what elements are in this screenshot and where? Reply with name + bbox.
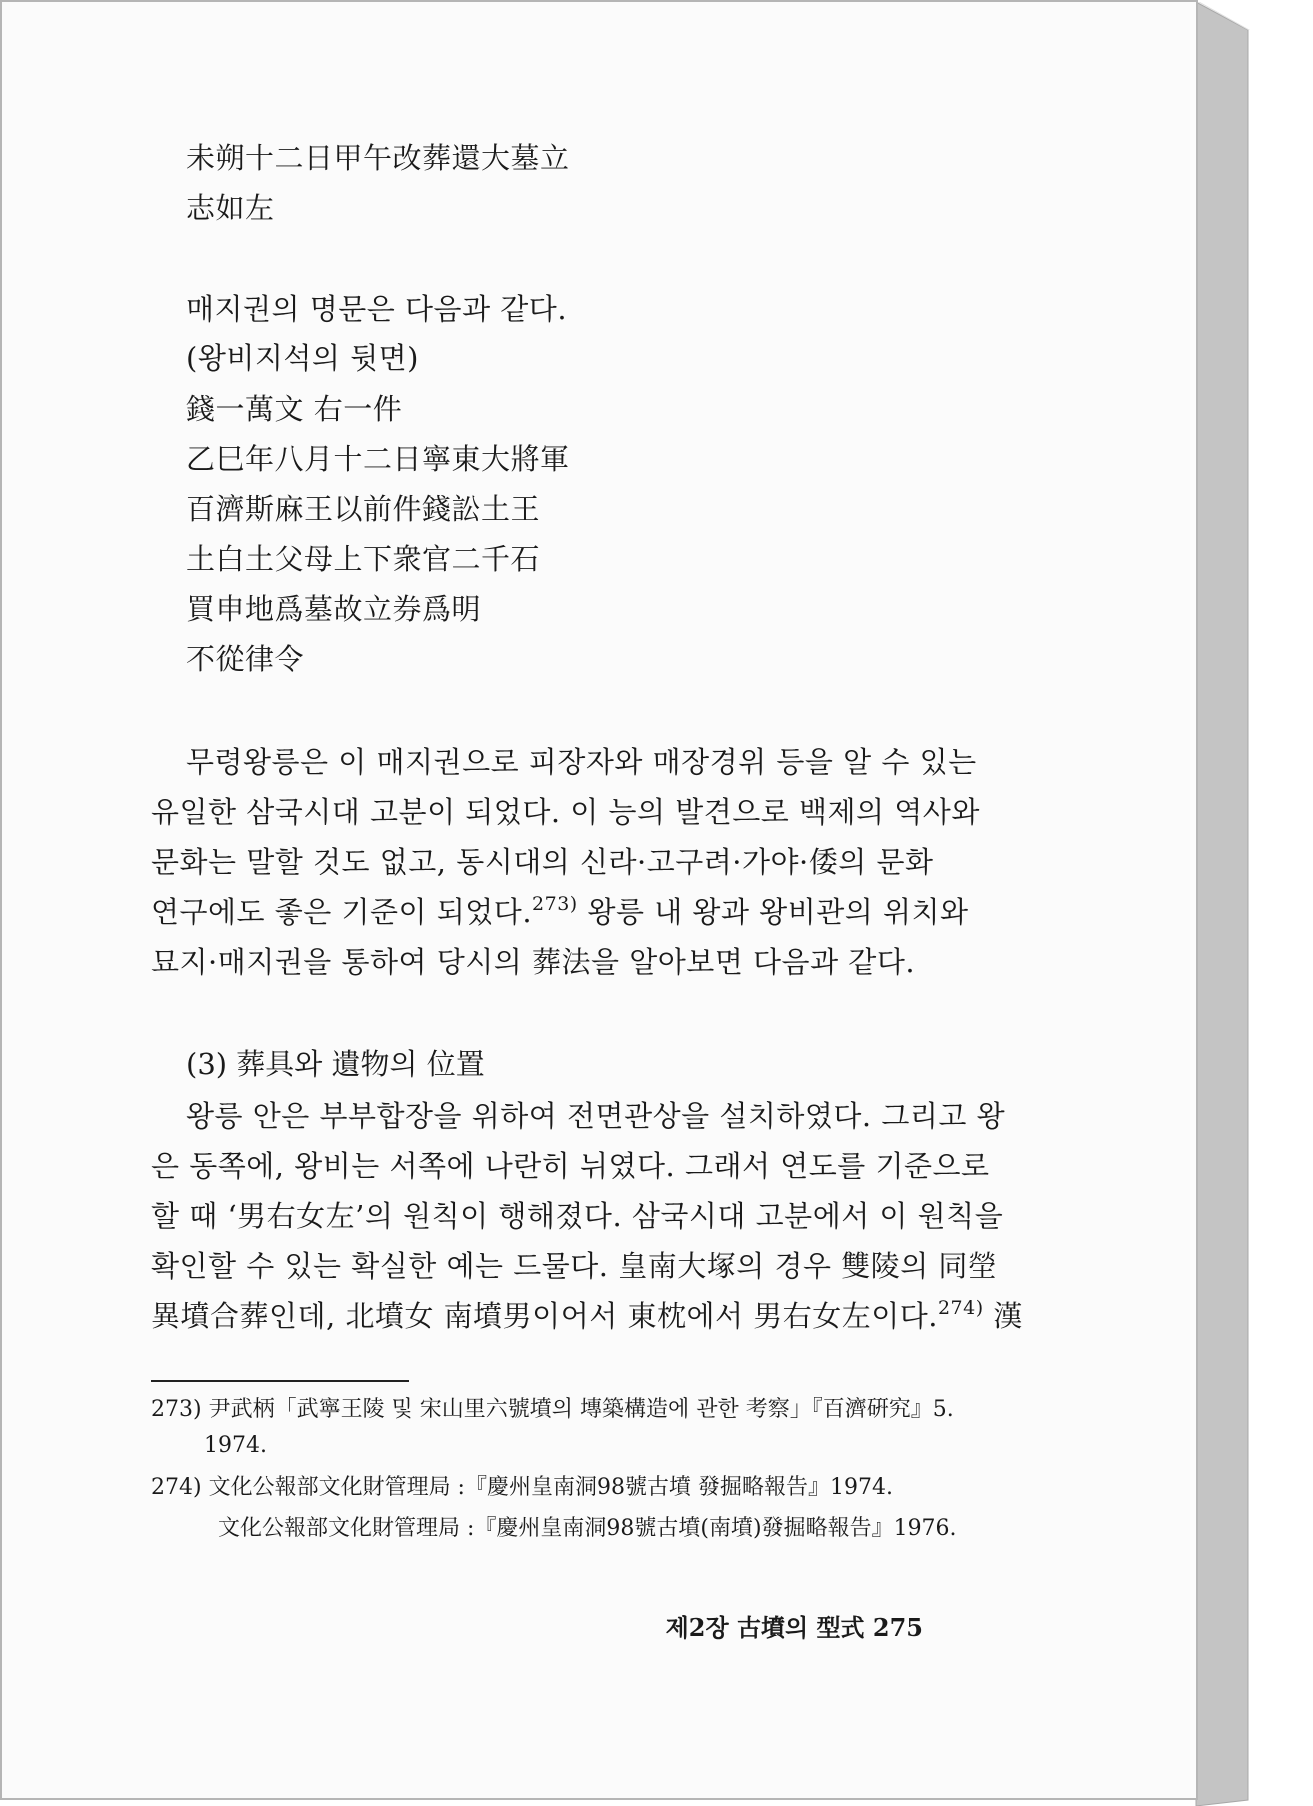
- paragraph-line: 은 동쪽에, 왕비는 서쪽에 나란히 뉘였다. 그래서 연도를 기준으로: [151, 1149, 990, 1183]
- paragraph-line: 묘지·매지권을 통하여 당시의 葬法을 알아보면 다음과 같다.: [151, 945, 916, 979]
- inscription-line: 未朔十二日甲午改葬還大墓立: [186, 141, 570, 175]
- paragraph-line: [151, 894, 969, 930]
- footnote-274: 274) 文化公報部文化財管理局 :『慶州皇南洞98號古墳 發掘略報告』1974.: [151, 1475, 893, 1500]
- paragraph-line: 확인할 수 있는 확실한 예는 드물다. 皇南大塚의 경우 雙陵의 同塋: [151, 1249, 998, 1283]
- paragraph-text: 연구에도 좋은 기준이 되었다.: [151, 895, 533, 929]
- maejigwon-intro: 매지권의 명문은 다음과 같다.: [186, 292, 568, 326]
- footnote-divider: [151, 1380, 409, 1382]
- paragraph-line: 문화는 말할 것도 없고, 동시대의 신라·고구려·가야·倭의 문화: [151, 845, 934, 879]
- maejigwon-line: 百濟斯麻王以前件錢訟土王: [186, 492, 541, 526]
- maejigwon-line: 不從律令: [186, 642, 305, 676]
- paragraph-text: 異墳合葬인데, 北墳女 南墳男이어서 東枕에서 男右女左이다.: [151, 1299, 938, 1333]
- maejigwon-line: 乙巳年八月十二日寧東大將軍: [186, 442, 570, 476]
- paragraph-line: [151, 1298, 1023, 1334]
- paragraph-line: 유일한 삼국시대 고분이 되었다. 이 능의 발견으로 백제의 역사와: [151, 795, 980, 829]
- maejigwon-subtitle: (왕비지석의 뒷면): [186, 341, 419, 375]
- maejigwon-line: 錢一萬文 右一件: [186, 392, 403, 426]
- paragraph-line: 할 때 ‘男右女左’의 원칙이 행해졌다. 삼국시대 고분에서 이 원칙을: [151, 1199, 1004, 1233]
- maejigwon-line: 土白土父母上下衆官二千石: [186, 542, 541, 576]
- maejigwon-line: 買申地爲墓故立券爲明: [186, 592, 482, 626]
- paragraph-text: 왕릉 내 왕과 왕비관의 위치와: [587, 895, 969, 929]
- footnote-273: 273) 尹武柄「武寧王陵 및 宋山里六號墳의 塼築構造에 관한 考察」『百濟硏究』5.: [151, 1397, 954, 1422]
- footnote-ref-274: 274): [937, 1297, 984, 1319]
- paragraph-line: 무령왕릉은 이 매지권으로 피장자와 매장경위 등을 알 수 있는: [186, 745, 977, 779]
- footnote-274-second: 文化公報部文化財管理局 :『慶州皇南洞98號古墳(南墳)發掘略報告』1976.: [218, 1516, 957, 1541]
- footnote-ref-273: 273): [532, 893, 578, 915]
- footnote-273-year: 1974.: [204, 1433, 267, 1458]
- paragraph-line: 왕릉 안은 부부합장을 위하여 전면관상을 설치하였다. 그리고 왕: [186, 1099, 1006, 1133]
- page-footer: 제2장 古墳의 型式 275: [665, 1613, 923, 1642]
- paragraph-text: 漢: [993, 1299, 1023, 1333]
- inscription-line: 志如左: [186, 191, 275, 225]
- section-heading: (3) 葬具와 遺物의 位置: [186, 1047, 485, 1081]
